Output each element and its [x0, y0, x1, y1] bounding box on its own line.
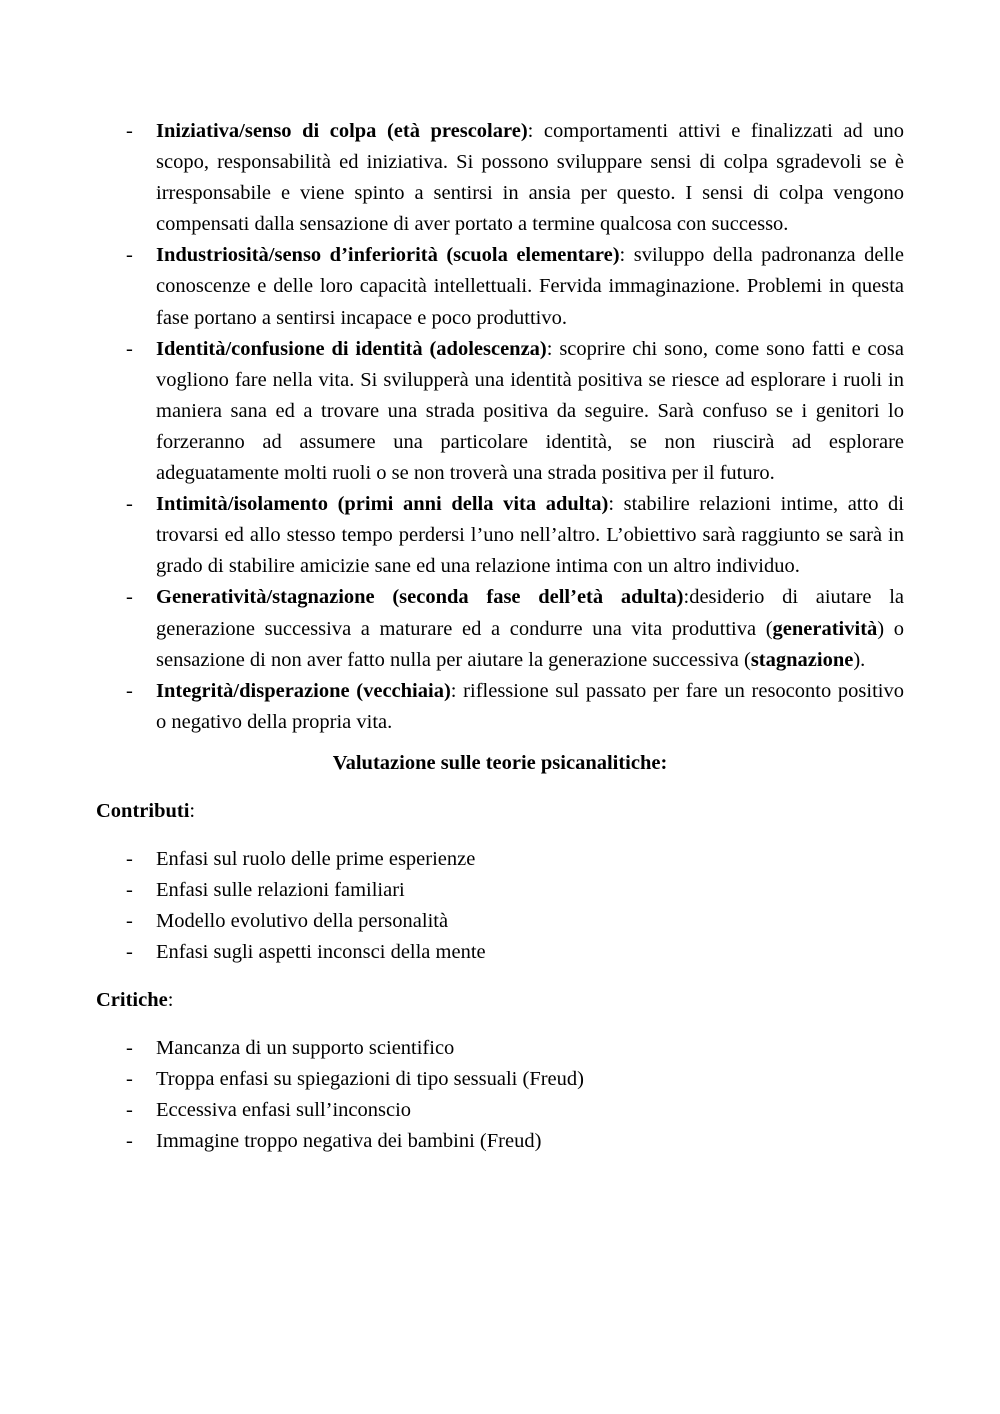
stage-title: Identità/confusione di identità (adolescenza) — [156, 337, 547, 360]
bullet-dash: - — [126, 679, 133, 702]
list-item — [96, 937, 904, 968]
bold-term: generatività — [772, 617, 878, 640]
stage-item — [96, 334, 904, 489]
erikson-stages-list — [96, 116, 904, 738]
bullet-dash: - — [126, 120, 133, 142]
stage-description: :desiderio di aiutare la generazione successiva a maturare ed a condurre una vita produttiva ( — [156, 586, 905, 640]
stage-title: Integrità/disperazione (vecchiaia) — [156, 679, 451, 702]
stage-item — [96, 676, 904, 738]
stage-description: : sviluppo della padronanza delle conoscenze e delle loro capacità intellettuali. Fervida immaginazione. Problemi in questa fase portano a sentirsi incapace e poco produttivo. — [156, 244, 904, 329]
list-item-text: Immagine troppo negativa dei bambini (Freud) — [156, 1129, 542, 1152]
stage-description: ) o sensazione di non aver fatto nulla per aiutare la generazione successiva ( — [156, 617, 904, 671]
stage-item — [96, 116, 904, 240]
stage-title: Generatività/stagnazione (seconda fase dell’età adulta) — [156, 586, 684, 609]
list-item-text: Eccessiva enfasi sull’inconscio — [156, 1098, 412, 1121]
list-item-text: Modello evolutivo della personalità — [156, 909, 449, 932]
list-item — [96, 1033, 904, 1064]
stage-description: : riflessione sul passato per fare un resoconto positivo o negativo della propria vita. — [156, 679, 904, 733]
bullet-dash: - — [126, 586, 133, 609]
bullet-dash: - — [126, 847, 133, 870]
bullet-dash: - — [126, 1098, 133, 1121]
subheading-colon: : — [167, 988, 174, 1011]
list-item — [96, 906, 904, 937]
list-item-text: Enfasi sugli aspetti inconsci della mente — [156, 940, 486, 963]
stage-item — [96, 489, 904, 582]
bullet-dash: - — [126, 909, 133, 932]
subheading-label: Contributi — [96, 799, 190, 822]
list-item-text: Enfasi sulle relazioni familiari — [156, 878, 405, 901]
stage-item — [96, 240, 904, 333]
subheading-label: Critiche — [96, 988, 168, 1011]
list-item — [96, 875, 904, 906]
bullet-dash: - — [126, 878, 133, 901]
contributi-heading — [96, 796, 904, 827]
list-item-text: Mancanza di un supporto scientifico — [156, 1036, 455, 1059]
bullet-dash: - — [126, 940, 133, 963]
list-item-text: Troppa enfasi su spiegazioni di tipo sessuali (Freud) — [156, 1067, 584, 1090]
contributi-list — [96, 844, 904, 968]
stage-title: Industriosità/senso d’inferiorità (scuola elementare) — [156, 244, 620, 267]
critiche-heading — [96, 985, 904, 1016]
bold-term: stagnazione — [750, 648, 854, 671]
bullet-dash: - — [126, 1129, 133, 1152]
bullet-dash: - — [126, 337, 133, 360]
critiche-list — [96, 1033, 904, 1157]
list-item-text: Enfasi sul ruolo delle prime esperienze — [156, 847, 476, 870]
bullet-dash: - — [126, 1036, 133, 1059]
bullet-dash: - — [126, 244, 133, 267]
stage-item — [96, 582, 904, 675]
stage-description: ). — [853, 648, 866, 671]
stage-description: : comportamenti attivi e finalizzati ad uno scopo, responsabilità ed iniziativa. Si possono sviluppare sensi di colpa sgradevoli se è irresponsabile e viene spinto a sentirsi in ansia per questo. I sensi di colpa vengono compensati dalla sensazione di aver portato a termine qualcosa con successo. — [156, 120, 905, 236]
list-item — [96, 1126, 904, 1157]
stage-description: : stabilire relazioni intime, atto di trovarsi ed allo stesso tempo perdersi l’uno nell’altro. L’obiettivo sarà raggiunto se sarà in grado di stabilire amicizie sane ed una relazione intima con un altro individuo. — [156, 493, 904, 578]
document-page — [96, 116, 904, 1157]
stage-title: Intimità/isolamento (primi anni della vita adulta) — [156, 493, 609, 516]
bullet-dash: - — [126, 1067, 133, 1090]
list-item — [96, 844, 904, 875]
list-item — [96, 1064, 904, 1095]
section-title: Valutazione sulle teorie psicanalitiche: — [332, 751, 668, 774]
stage-description: : scoprire chi sono, come sono fatti e cosa vogliono fare nella vita. Si svilupperà una identità positiva se riesce ad esplorare i ruoli in maniera sana ed a trovare una strada positiva da seguire. Sarà confuso se i genitori lo forzeranno ad assumere una particolare identità, se non riuscirà ad esplorare adeguatamente molti ruoli o se non troverà una strada positiva per il futuro. — [156, 337, 904, 485]
subheading-colon: : — [189, 799, 196, 822]
bullet-dash: - — [126, 493, 133, 516]
stage-title: Iniziativa/senso di colpa (età prescolare) — [156, 120, 528, 142]
list-item — [96, 1095, 904, 1126]
